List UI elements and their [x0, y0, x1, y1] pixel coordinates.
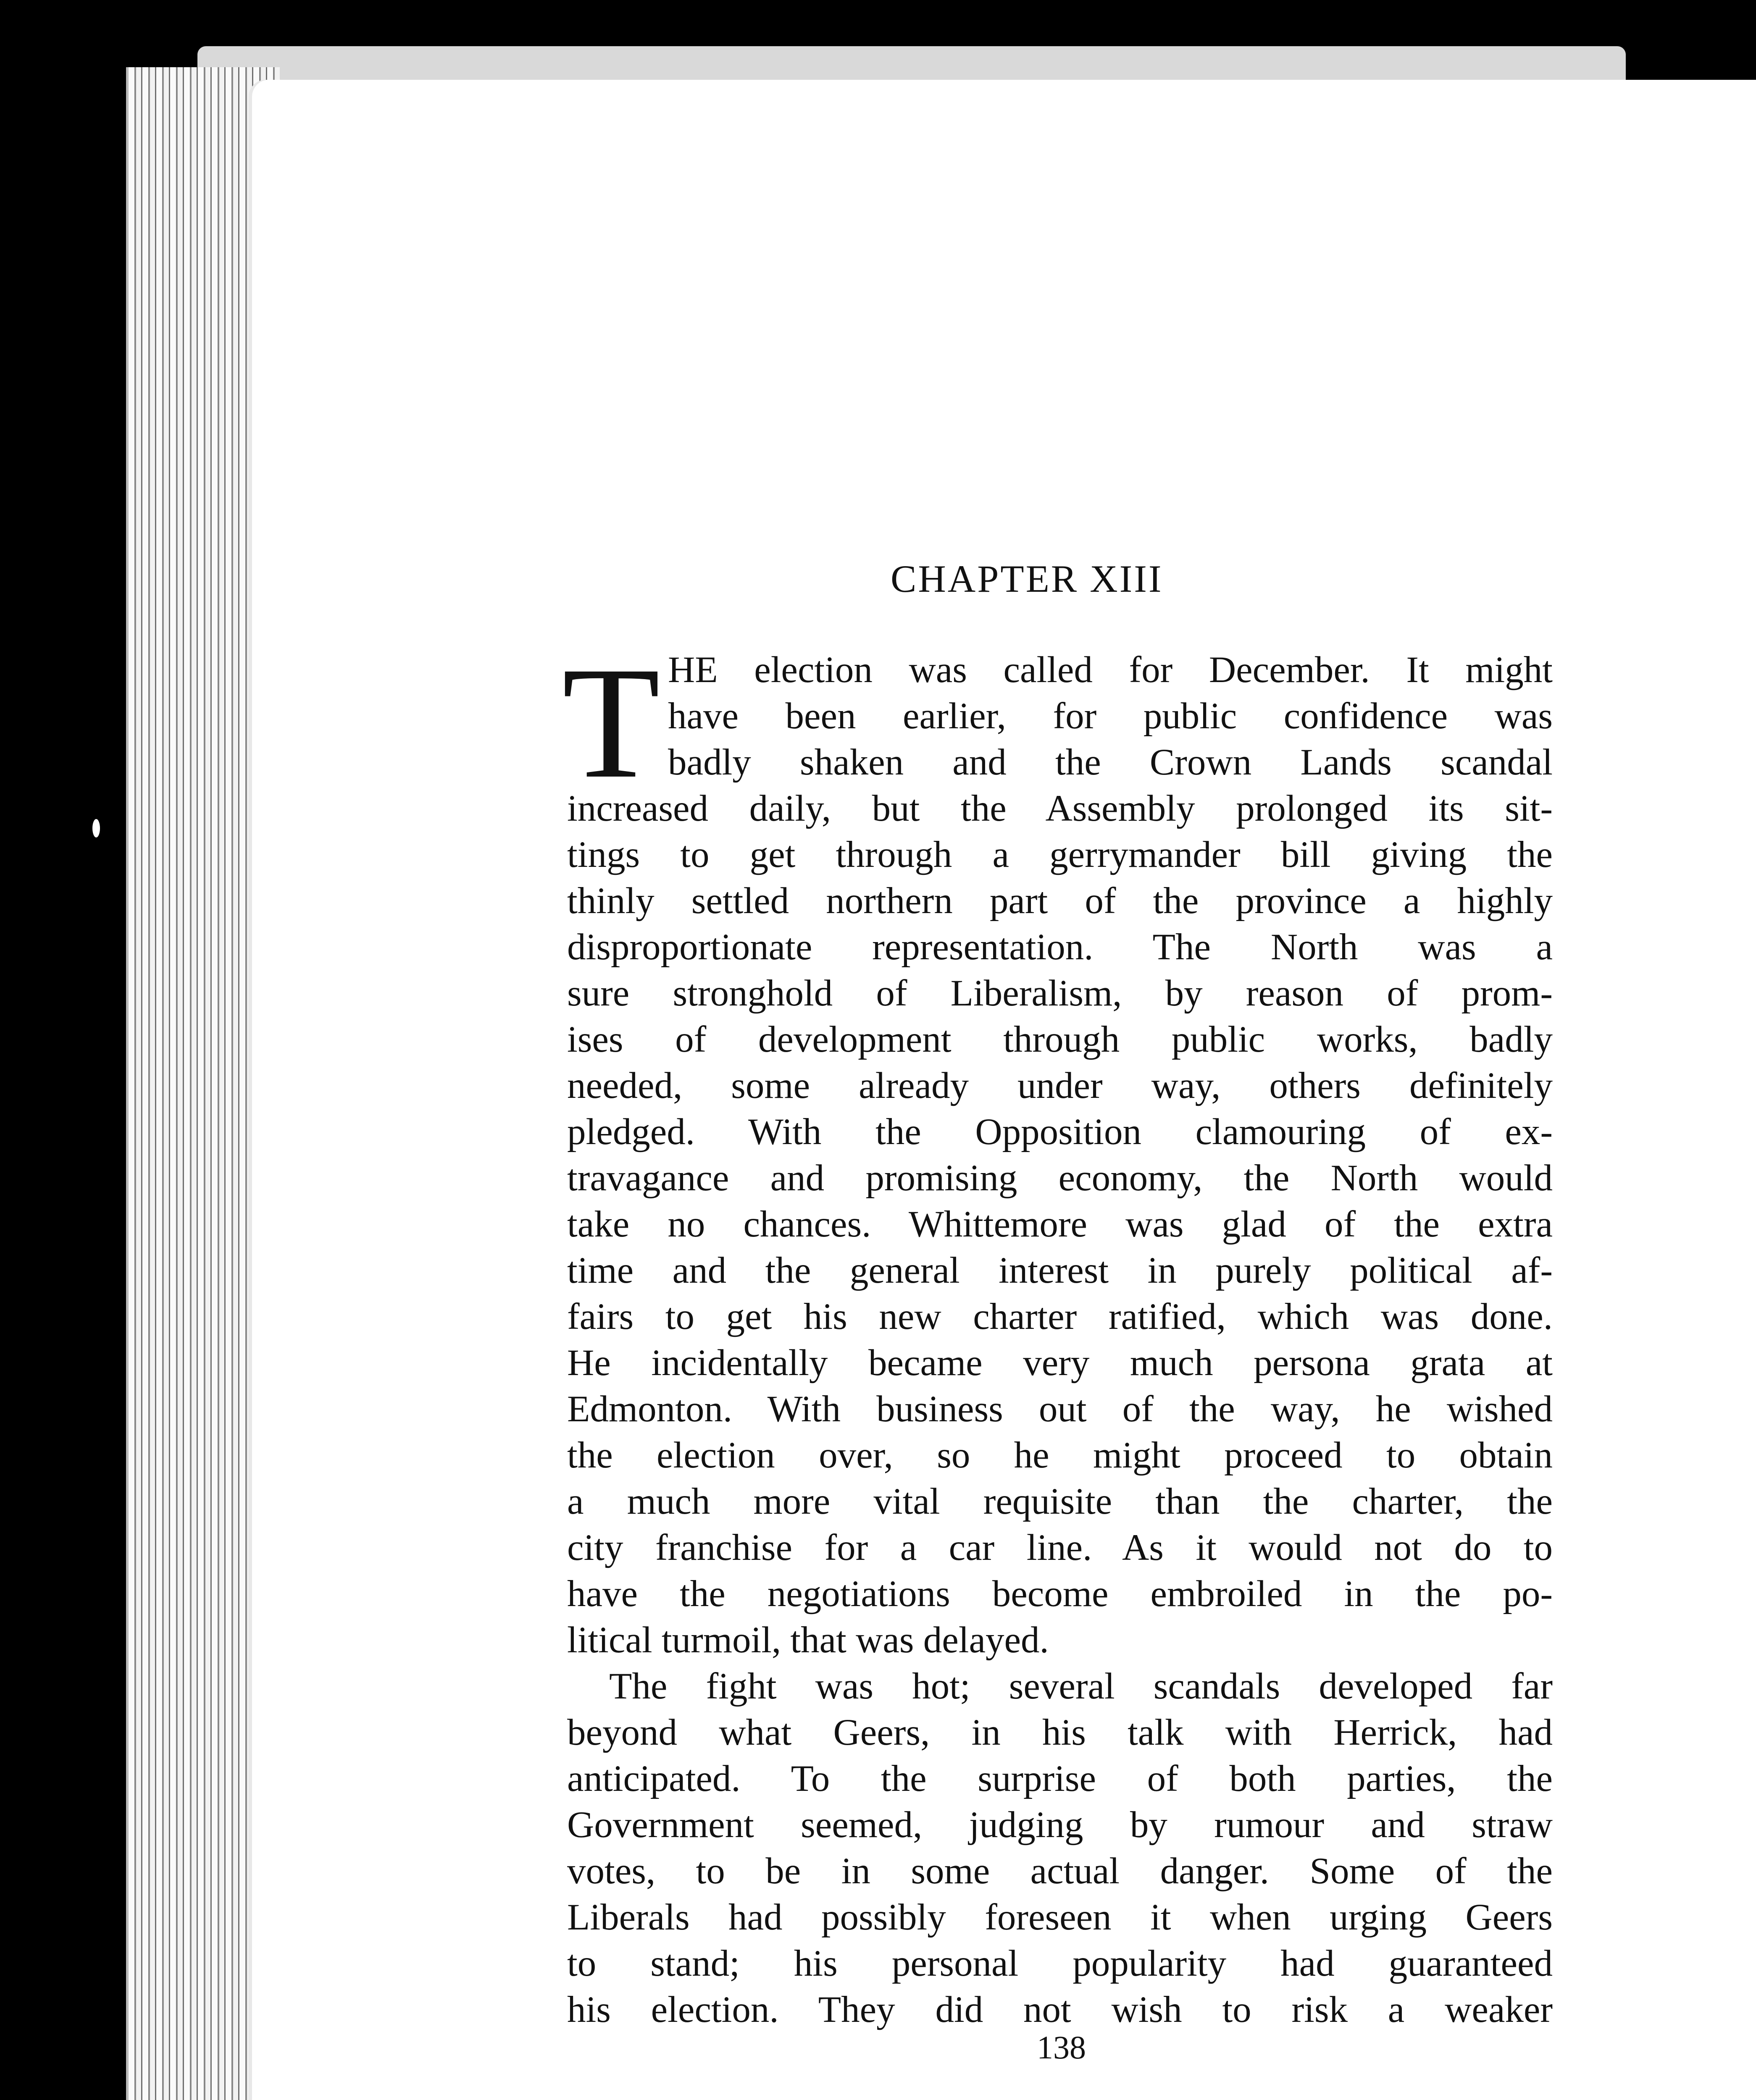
- text-line: pledged. With the Opposition clamouring of ex-: [567, 1111, 1553, 1152]
- text-line: Liberals had possibly foreseen it when urging Geers: [567, 1897, 1553, 1938]
- text-line: have the negotiations become embroiled in the po-: [567, 1573, 1553, 1614]
- text-line: The fight was hot; several scandals developed far: [609, 1666, 1553, 1707]
- text-line: disproportionate representation. The North was a: [567, 927, 1553, 968]
- text-line: votes, to be in some actual danger. Some of the: [567, 1851, 1553, 1892]
- chapter-heading: CHAPTER XIII: [891, 557, 1163, 600]
- text-line: sure stronghold of Liberalism, by reason of prom-: [567, 973, 1553, 1014]
- text-line: needed, some already under way, others definitely: [567, 1065, 1553, 1106]
- text-line: anticipated. To the surprise of both parties, the: [567, 1758, 1553, 1799]
- text-line: He incidentally became very much persona grata at: [567, 1342, 1553, 1383]
- drop-cap: T: [562, 634, 660, 811]
- text-line: fairs to get his new charter ratified, which was done.: [567, 1296, 1553, 1337]
- text-line: to stand; his personal popularity had guaranteed: [567, 1943, 1553, 1984]
- text-line: city franchise for a car line. As it would not do to: [567, 1527, 1553, 1568]
- text-line: Edmonton. With business out of the way, he wished: [567, 1389, 1553, 1430]
- text-line: increased daily, but the Assembly prolonged its sit-: [567, 788, 1553, 829]
- text-line: his election. They did not wish to risk a weaker: [567, 1989, 1553, 2030]
- text-line: beyond what Geers, in his talk with Herrick, had: [567, 1712, 1553, 1753]
- text-line: ises of development through public works, badly: [567, 1019, 1553, 1060]
- text-line: the election over, so he might proceed to obtain: [567, 1435, 1553, 1476]
- text-line: have been earlier, for public confidence was: [668, 696, 1553, 737]
- text-line: litical turmoil, that was delayed.: [567, 1620, 1049, 1661]
- page-number: 138: [1037, 2029, 1086, 2066]
- text-line: Government seemed, judging by rumour and straw: [567, 1804, 1553, 1845]
- text-line: travagance and promising economy, the North would: [567, 1158, 1553, 1199]
- text-line: HE election was called for December. It might: [668, 649, 1553, 690]
- text-line: tings to get through a gerrymander bill giving the: [567, 834, 1553, 875]
- dust-speck: [92, 819, 100, 837]
- text-line: take no chances. Whittemore was glad of the extra: [567, 1204, 1553, 1245]
- text-line: a much more vital requisite than the charter, the: [567, 1481, 1553, 1522]
- text-line: badly shaken and the Crown Lands scandal: [668, 742, 1553, 783]
- text-line: time and the general interest in purely political af-: [567, 1250, 1553, 1291]
- book-top-edge: [197, 46, 1626, 84]
- text-line: thinly settled northern part of the province a highly: [567, 880, 1553, 921]
